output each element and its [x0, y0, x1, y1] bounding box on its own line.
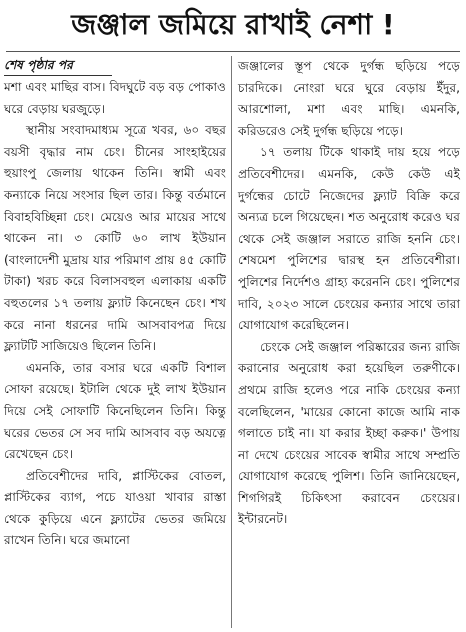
- paragraph-6: ১৭ তলায় টিকে থাকাই দায় হয়ে পড়ে প্রতিবেশীদের। এমনকি, কেউ কেউ এই দুর্গন্ধের চোটে নিজেদের ফ্ল্যাট বিক্রি করে অন্যত্র চলে গিয়েছেন। শত অনুরোধ করেও ঘর থেকে সেই জঞ্জাল সরাতে রাজি হননি চেং। শেষমেশ পুলিশের দ্বারস্থ হন প্রতিবেশীরা। পুলিশের নির্দেশও গ্রাহ্য করেননি চেং। পুলিশের দাবি, ২০২৩ সালে চেংয়ের কন্যার সাথে তারা যোগাযোগ করেছিলেন।: [238, 145, 460, 333]
- paragraph-5: জঞ্জালের স্তূপ থেকে দুর্গন্ধ ছড়িয়ে পড়ে চারদিকে। নোংরা ঘরে ঘুরে বেড়ায় ইঁদুর, আরশোলা, মশা এবং মাছি। এমনকি, করিডরেও সেই দুর্গন্ধ ছড়িয়ে পড়ে।: [238, 59, 460, 138]
- paragraph-3: এমনকি, তার বসার ঘরে একটি বিশাল সোফা রয়েছে। ইটালি থেকে দুই লাখ ইউয়ান দিয়ে সেই সোফাটি কিনেছিলেন তিনি। কিন্তু ঘরের ভেতর সে সব দামি আসবাব বড় অযত্নে রেখেছেন চেং।: [4, 360, 226, 462]
- paragraph-4: প্রতিবেশীদের দাবি, প্লাস্টিকের বোতল, প্লাস্টিকের ব্যাগ, পচে যাওয়া খাবার রাস্তা থেকে কুড়িয়ে এনে ফ্ল্যাটের ভেতর জমিয়ে রাখেন তিনি। ঘরে জমানো: [4, 468, 226, 548]
- paragraph-7: চেংকে সেই জঞ্জাল পরিষ্কারের জন্য রাজি করানোর অনুরোধ করা হয়েছিল তরুণীকে। প্রথমে রাজি হলেও পরে নাকি চেংয়ের কন্যা বলেছিলেন, 'মায়ের কোনো কাজে আমি নাক গলাতে চাই না। যা করার ইচ্ছা করুক।' উপায় না দেখে চেংয়ের সাবেক স্বামীর সাথে সম্প্রতি যোগাযোগ করেছে পুলিশ। তিনি জানিয়েছেন, শিগগিরই চিকিৎসা করাবেন চেংয়ের। ইন্টারনেট।: [238, 339, 460, 527]
- paragraph-2: স্থানীয় সংবাদমাধ্যম সূত্রে খবর, ৬০ বছর বয়সী বৃদ্ধার নাম চেং। চীনের সাংহাইয়ের হুয়াংপু জেলায় থাকেন তিনি। স্বামী এবং কন্যাকে নিয়ে সংসার ছিল তার। কিন্তু বর্তমানে বিবাহবিচ্ছিন্না চেং। মেয়েও আর মায়ের সাথে থাকেন না। ৩ কোটি ৬০ লাখ ইউয়ান (বাংলাদেশী মুদ্রায় যার পরিমাণ প্রায় ৪৫ কোটি টাকা) খরচ করে বিলাসবহুল এলাকায় একটি বহুতলের ১৭ তলায় ফ্ল্যাট কিনেছেন চেং। শখ করে নানা ধরনের দামি আসবাবপত্র দিয়ে ফ্ল্যাটটি সাজিয়েও ছিলেন তিনি।: [4, 123, 226, 354]
- article-column-right: [238, 56, 460, 531]
- continuation-kicker: শেষ পৃষ্ঠার পর: [4, 56, 112, 76]
- article-column-left: [4, 56, 226, 552]
- paragraph-1: মশা এবং মাছির বাস। বিদঘুটে বড় বড় পোকাও ঘরে বেড়ায় ঘরজুড়ে।: [4, 80, 226, 116]
- headline: জঞ্জাল জমিয়ে রাখাই নেশা !: [71, 8, 395, 41]
- column-divider: [231, 56, 232, 628]
- headline-rule: [6, 51, 460, 52]
